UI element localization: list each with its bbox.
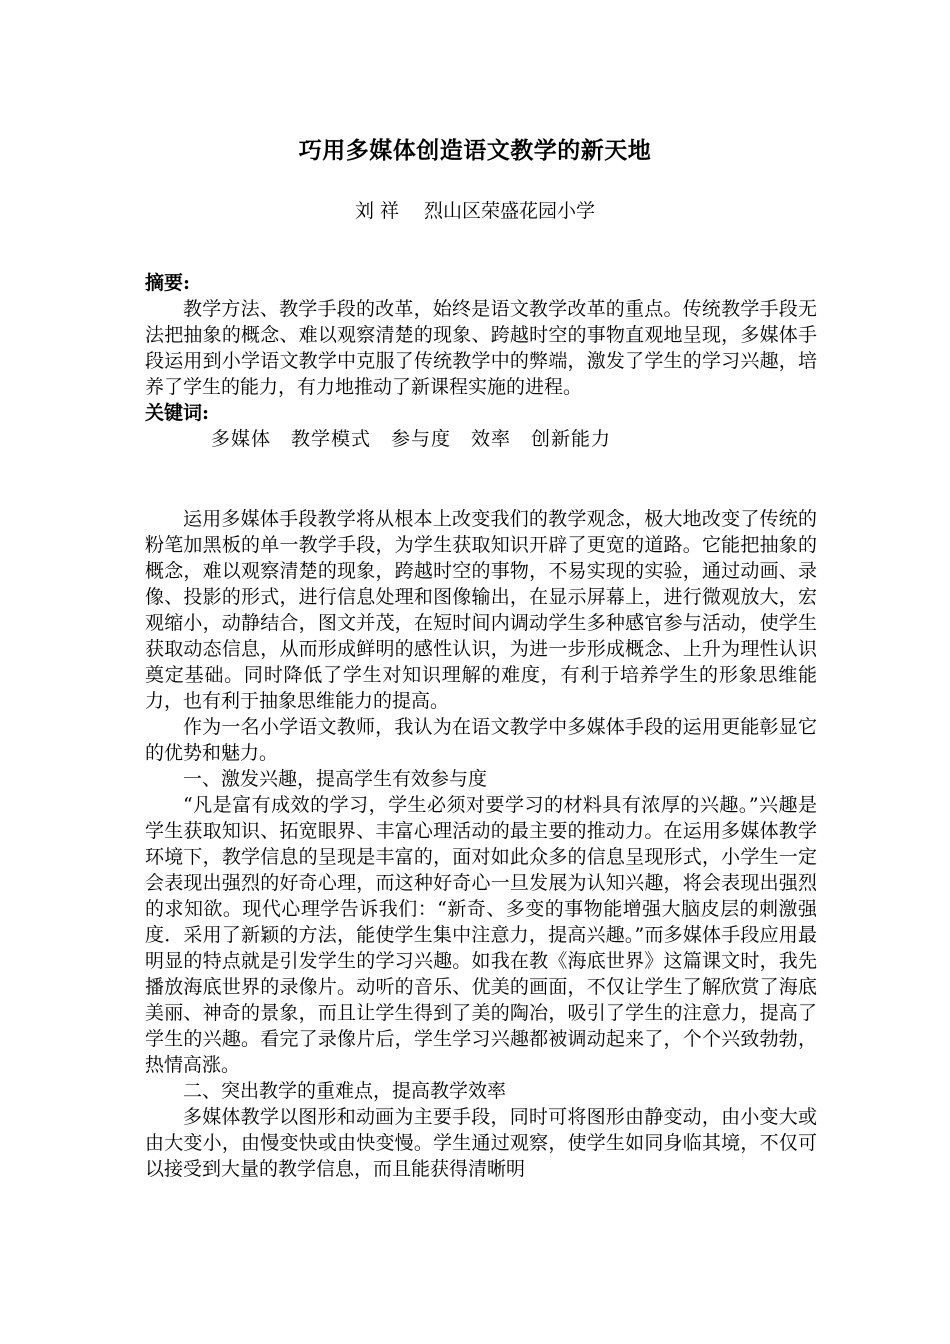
body-paragraph: “凡是富有成效的学习，学生必须对要学习的材料具有浓厚的兴趣。”兴趣是学生获取知识、拓宽眼界、丰富心理活动的最主要的推动力。在运用多媒体教学环境下，教学信息的呈现是丰富的，面对如此众多的信息呈现形式，小学生一定会表现出强烈的好奇心理，而这种好奇心一旦发展为认知兴趣，将会表现出强烈的求知欲。现代心理学告诉我们：“新奇、多变的事物能增强大脑皮层的刺激强度．采用了新颖的方法，能使学生集中注意力，提高兴趣。”而多媒体手段应用最明显的特点就是引发学生的学习兴趣。如我在教《海底世界》这篇课文时，我先播放海底世界的录像片。动听的音乐、优美的画面，不仅让学生了解欣赏了海底美丽、神奇的景象，而且让学生得到了美的陶冶，吸引了学生的注意力，提高了学生的兴趣。看完了录像片后，学生学习兴趣都被调动起来了，个个兴致勃勃，热情高涨。 [145, 794, 817, 1076]
keywords-label: 关键词: [145, 402, 210, 424]
body-paragraph: 作为一名小学语文教师，我认为在语文教学中多媒体手段的运用更能彰显它的优势和魅力。 [145, 716, 817, 764]
document-title: 巧用多媒体创造语文教学的新天地 [298, 137, 652, 164]
abstract-label: 摘要: [145, 272, 191, 294]
section-heading: 二、突出教学的重难点，提高教学效率 [183, 1080, 507, 1102]
document-body [145, 270, 817, 1182]
section-heading: 一、激发兴趣，提高学生有效参与度 [183, 768, 488, 790]
abstract-text: 教学方法、教学手段的改革，始终是语文教学改革的重点。传统教学手段无法把抽象的概念、难以观察清楚的现象、跨越时空的事物直观地呈现，多媒体手段运用到小学语文教学中克服了传统教学中的弊端，激发了学生的学习兴趣，培养了学生的能力，有力地推动了新课程实施的进程。 [145, 298, 817, 398]
section-gap [145, 452, 817, 506]
body-paragraph: 多媒体教学以图形和动画为主要手段，同时可将图形由静变动，由小变大或由大变小，由慢变快或由快变慢。学生通过观察，使学生如同身临其境，不仅可以接受到大量的教学信息，而且能获得清晰明 [145, 1106, 817, 1180]
author-line: 刘 祥 烈山区荣盛花园小学 [354, 200, 596, 222]
body-paragraph: 运用多媒体手段教学将从根本上改变我们的教学观念，极大地改变了传统的粉笔加黑板的单一教学手段，为学生获取知识开辟了更宽的道路。它能把抽象的概念，难以观察清楚的现象，跨越时空的事物，不易实现的实验，通过动画、录像、投影的形式，进行信息处理和图像输出，在显示屏幕上，进行微观放大，宏观缩小，动静结合，图文并茂，在短时间内调动学生多种感官参与活动，使学生获取动态信息，从而形成鲜明的感性认识，为进一步形成概念、上升为理性认识奠定基础。同时降低了学生对知识理解的难度，有利于培养学生的形象思维能力，也有利于抽象思维能力的提高。 [145, 508, 817, 712]
keywords-text: 多媒体 教学模式 参与度 效率 创新能力 [211, 428, 612, 450]
